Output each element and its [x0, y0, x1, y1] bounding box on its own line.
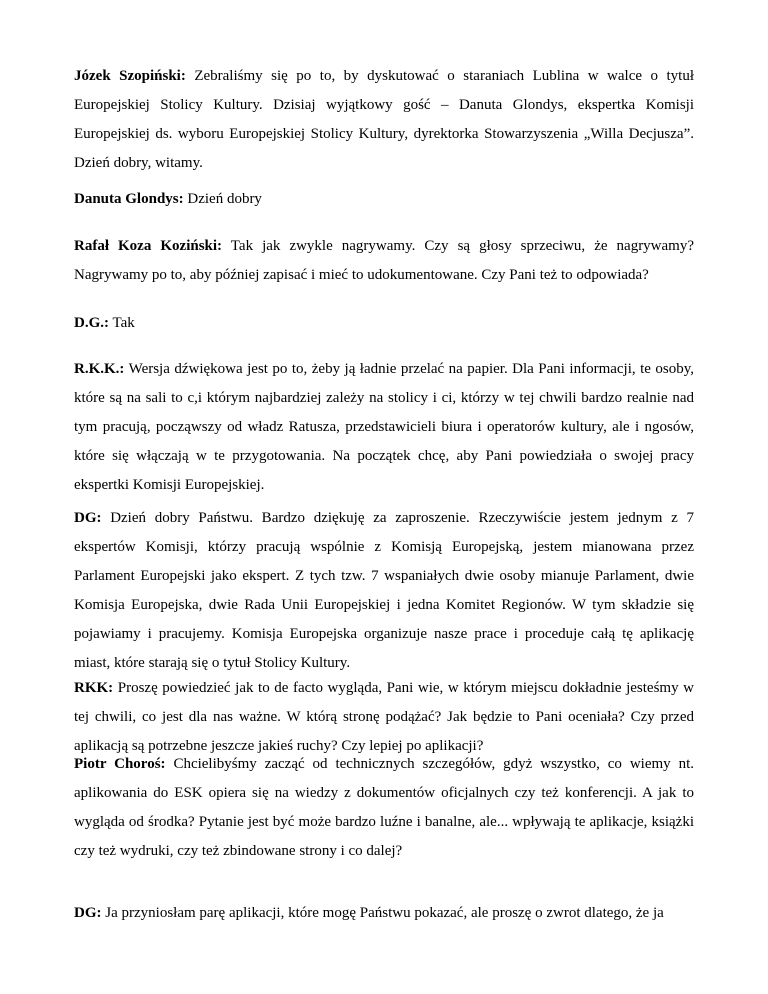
paragraph [74, 899, 694, 928]
paragraph [74, 674, 694, 761]
speaker-name: Józek Szopiński: [74, 68, 186, 84]
speaker-name: Rafał Koza Koziński: [74, 238, 223, 254]
paragraph-text: Proszę powiedzieć jak to de facto wygląda, Pani wie, w którym miejscu dokładnie jesteśmy w tej chwili, co jest dla nas ważne. W którą stronę podążać? Jak będzie to Pani oceniała? Czy przed aplikacją są potrzebne jeszcze jakieś ruchy? Czy lepiej po aplikacji? [74, 680, 694, 754]
paragraph-text: Dzień dobry [183, 191, 262, 207]
speaker-name: DG: [74, 510, 102, 526]
paragraph [74, 355, 694, 500]
speaker-name: DG: [74, 905, 102, 921]
speaker-name: Danuta Glondys: [74, 191, 184, 207]
paragraph-text: Tak jak zwykle nagrywamy. Czy są głosy sprzeciwu, że nagrywamy? Nagrywamy po to, aby później zapisać i mieć to udokumentowane. Czy Pani też to odpowiada? [74, 238, 694, 283]
speaker-name: D.G.: [74, 315, 109, 331]
speaker-name: RKK: [74, 680, 114, 696]
paragraph [74, 232, 694, 290]
speaker-name: Piotr Choroś: [74, 756, 166, 772]
paragraph [74, 750, 694, 866]
paragraph-text: Zebraliśmy się po to, by dyskutować o staraniach Lublina w walce o tytuł Europejskiej Stolicy Kultury. Dzisiaj wyjątkowy gość – Danuta Glondys, ekspertka Komisji Europejskiej ds. wyboru Europejskiej Stolicy Kultury, dyrektorka Stowarzyszenia „Willa Decjusza”. Dzień dobry, witamy. [74, 68, 694, 171]
paragraph [74, 309, 694, 338]
paragraph [74, 62, 694, 178]
paragraph-text: Dzień dobry Państwu. Bardzo dziękuję za zaproszenie. Rzeczywiście jestem jednym z 7 ekspertów Komisji, którzy pracują wspólnie z Komisją Europejską, jestem mianowana przez Parlament Europejski jako ekspert. Z tych tzw. 7 wspaniałych dwie osoby mianuje Parlament, dwie Komisja Europejska, dwie Rada Unii Europejskiej i jedna Komitet Regionów. W tym składzie się pojawiamy i pracujemy. Komisja Europejska organizuje nasze prace i proceduje całą tę aplikację miast, które starają się o tytuł Stolicy Kultury. [74, 510, 694, 671]
paragraph [74, 185, 694, 214]
paragraph-text: Tak [109, 315, 135, 331]
paragraph-text: Ja przyniosłam parę aplikacji, które mogę Państwu pokazać, ale proszę o zwrot dlatego, że ja [101, 905, 664, 921]
speaker-name: R.K.K.: [74, 361, 125, 377]
paragraph [74, 504, 694, 678]
paragraph-text: Chcielibyśmy zacząć od technicznych szczegółów, gdyż wszystko, co wiemy nt. aplikowania do ESK opiera się na wiedzy z dokumentów oficjalnych czy też konferencji. A jak to wygląda od środka? Pytanie jest być może bardzo luźne i banalne, ale... wpływają te aplikacje, książki czy też wydruki, czy też zbindowane strony i co dalej? [74, 756, 694, 859]
paragraph-text: Wersja dźwiękowa jest po to, żeby ją ładnie przelać na papier. Dla Pani informacji, te osoby, które są na sali to c,i którym najbardziej zależy na stolicy i ci, którzy w tej chwili bardzo realnie nad tym pracują, począwszy od władz Ratusza, przedstawicieli biura i operatorów kultury, ale i ngosów, które się włączają w te przygotowania. Na początek chcę, aby Pani powiedziała o swojej pracy ekspertki Komisji Europejskiej. [74, 361, 694, 493]
